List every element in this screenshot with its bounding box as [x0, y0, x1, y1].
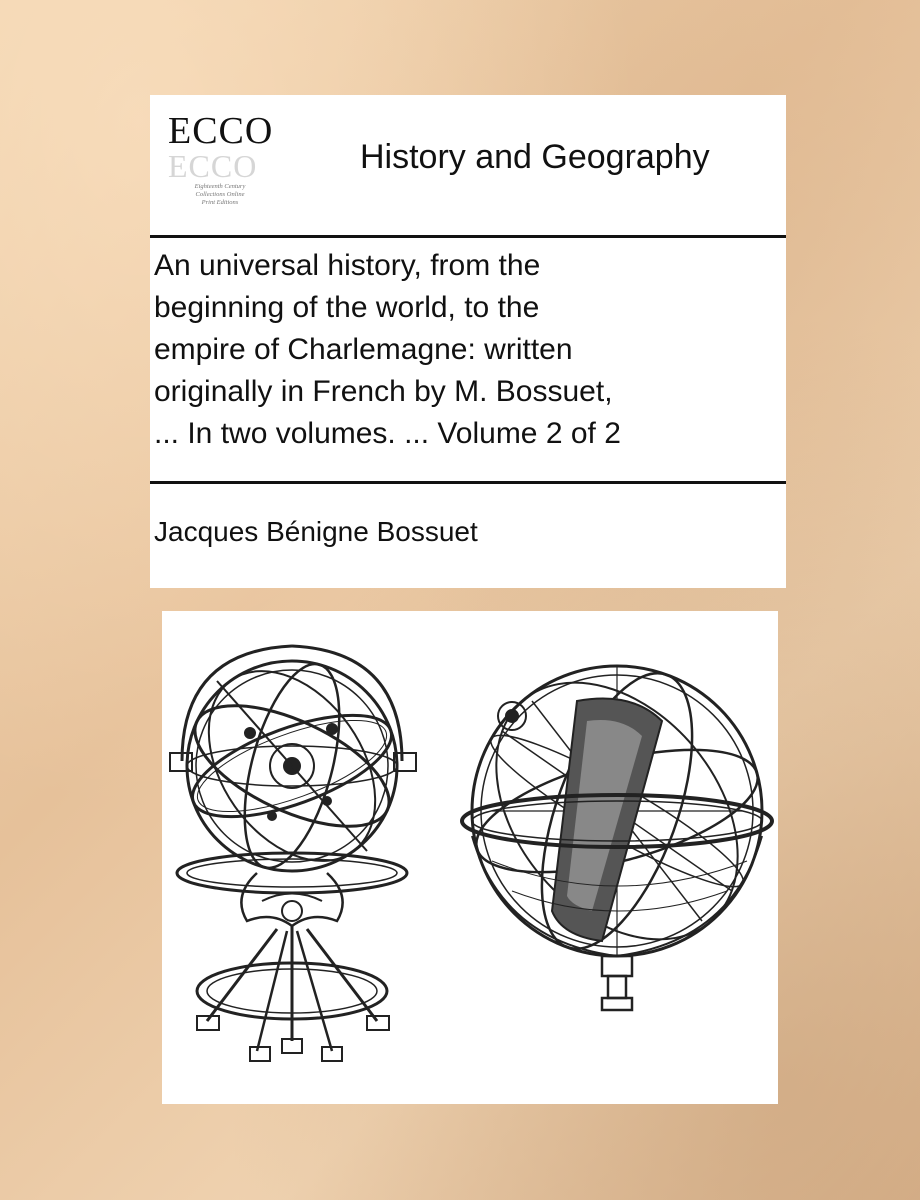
divider-bottom: [150, 481, 786, 484]
title-line: originally in French by M. Bossuet,: [154, 375, 613, 408]
title-panel: [150, 95, 786, 588]
logo-text: ECCO: [168, 110, 274, 152]
book-author: Jacques Bénigne Bossuet: [154, 516, 478, 547]
right-armillary-sphere: [447, 636, 778, 1010]
ecco-logo: [164, 105, 274, 223]
title-line: empire of Charlemagne: written: [154, 333, 573, 366]
logo-reflection: ECCO: [168, 148, 258, 184]
title-line: beginning of the world, to the: [154, 291, 540, 324]
left-armillary-sphere: [170, 640, 416, 1061]
series-title: History and Geography: [360, 138, 710, 176]
title-line: ... In two volumes. ... Volume 2 of 2: [154, 417, 621, 450]
armillary-sphere-illustration: [162, 611, 778, 1104]
logo-subtitle: [174, 183, 266, 207]
logo-subtitle-line: Print Editions: [201, 199, 239, 206]
logo-subtitle-line: Collections Online: [195, 191, 245, 198]
book-title: [154, 245, 782, 455]
logo-subtitle-line: Eighteenth Century: [194, 183, 246, 190]
title-line: An universal history, from the: [154, 249, 541, 282]
divider-top: [150, 235, 786, 238]
